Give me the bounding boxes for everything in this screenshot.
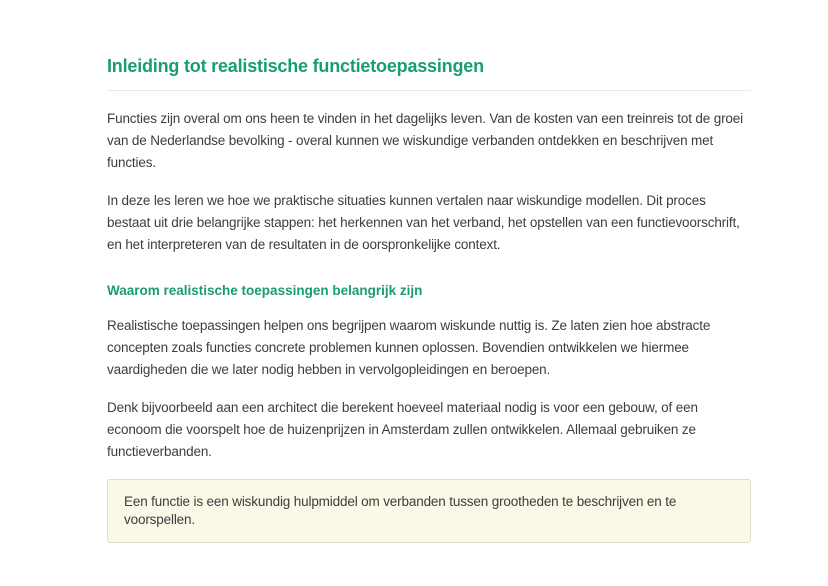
lesson-content xyxy=(107,0,751,543)
section-subheading: Waarom realistische toepassingen belangrijk zijn xyxy=(107,283,423,298)
definition-callout xyxy=(107,479,751,543)
definition-callout-text: Een functie is een wiskundig hulpmiddel om verbanden tussen grootheden te beschrijven en te voorspellen. xyxy=(124,494,677,527)
page-title: Inleiding tot realistische functietoepassingen xyxy=(107,55,751,91)
section-paragraph-2: Denk bijvoorbeeld aan een architect die berekent hoeveel materiaal nodig is voor een gebouw, of een econoom die voorspelt hoe de huizenprijzen in Amsterdam zullen ontwikkelen. Allemaal gebruiken ze functieverbanden. xyxy=(107,400,698,459)
intro-paragraph-2: In deze les leren we hoe we praktische situaties kunnen vertalen naar wiskundige modellen. Dit proces bestaat uit drie belangrijke stappen: het herkennen van het verband, het opstellen van een functievoorschrift, en het interpreteren van de resultaten in de oorspronkelijke context. xyxy=(107,193,740,252)
section-paragraph-1: Realistische toepassingen helpen ons begrijpen waarom wiskunde nuttig is. Ze laten zien hoe abstracte concepten zoals functies concrete problemen kunnen oplossen. Bovendien ontwikkelen we hiermee vaardigheden die we later nodig hebben in vervolgopleidingen en beroepen. xyxy=(107,318,711,377)
intro-paragraph-1: Functies zijn overal om ons heen te vinden in het dagelijks leven. Van de kosten van een treinreis tot de groei van de Nederlandse bevolking - overal kunnen we wiskundige verbanden ontdekken en beschrijven met functies. xyxy=(107,111,743,170)
